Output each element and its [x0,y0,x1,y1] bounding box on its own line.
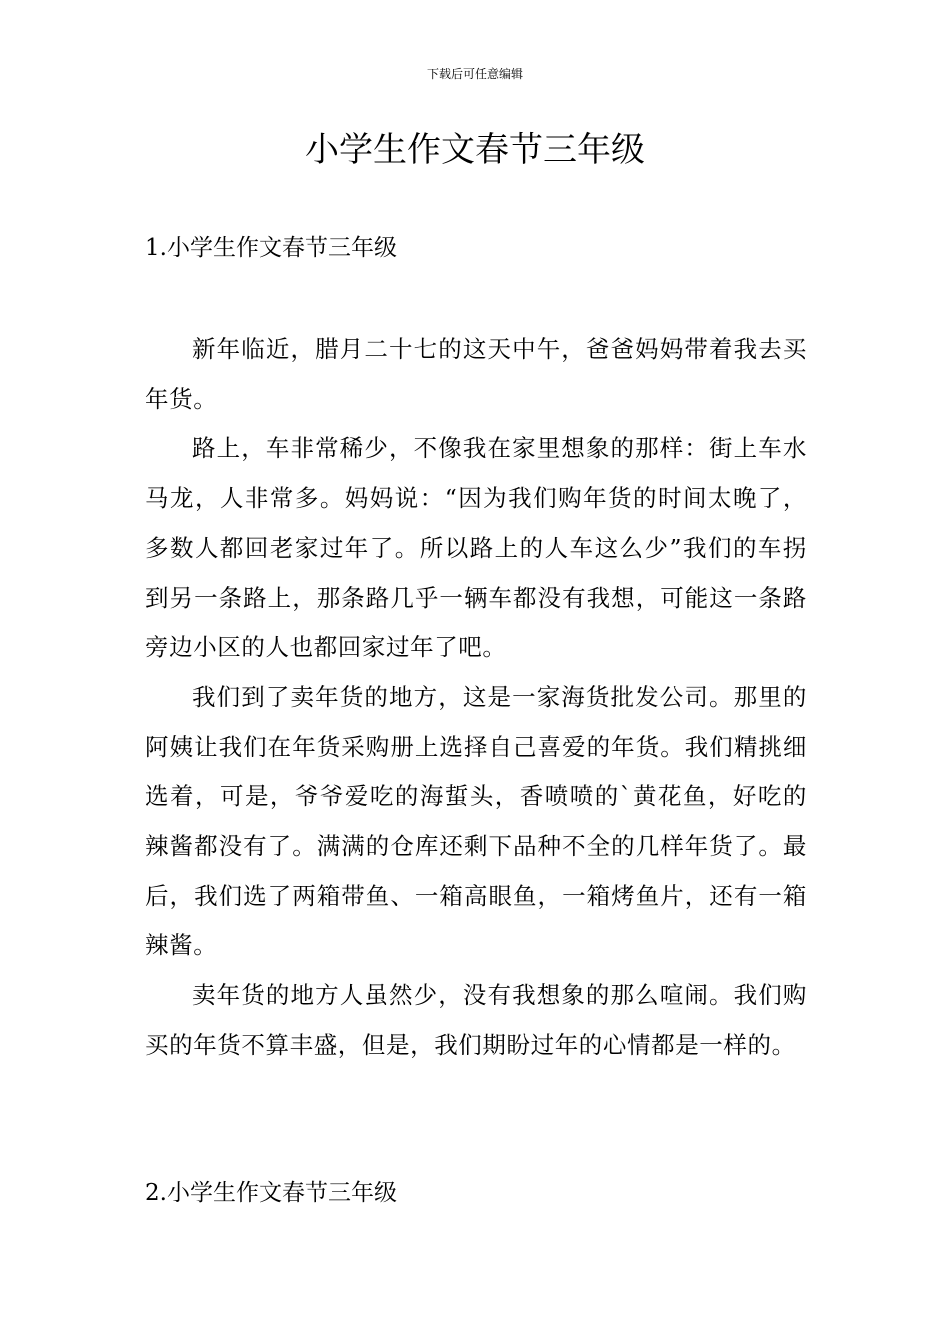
section-heading-2: 2.小学生作文春节三年级 [145,1180,397,1206]
page-header-note: 下载后可任意编辑 [426,67,523,81]
paragraph: 卖年货的地方人虽然少，没有我想象的那么喧闹。我们购买的年货不算丰盛，但是，我们期盼过年的心情都是一样的。 [145,981,807,1059]
paragraph: 我们到了卖年货的地方，这是一家海货批发公司。那里的阿姨让我们在年货采购册上选择自己喜爱的年货。我们精挑细选着，可是，爷爷爱吃的海蜇头，香喷喷的`黄花鱼，好吃的辣酱都没有了。满满的仓库还剩下品种不全的几样年货了。最后，我们选了两箱带鱼、一箱高眼鱼，一箱烤鱼片，还有一箱辣酱。 [145,682,807,960]
section-1-body [145,325,807,1071]
paragraph: 路上，车非常稀少，不像我在家里想象的那样：街上车水马龙，人非常多。妈妈说：“因为我们购年货的时间太晚了，多数人都回老家过年了。所以路上的人车这么少”我们的车拐到另一条路上，那条路几乎一辆车都没有我想，可能这一条路旁边小区的人也都回家过年了吧。 [145,434,807,662]
document-title: 小学生作文春节三年级 [305,130,645,170]
section-heading-1: 1.小学生作文春节三年级 [145,235,397,261]
paragraph: 新年临近，腊月二十七的这天中午，爸爸妈妈带着我去买年货。 [145,335,807,413]
